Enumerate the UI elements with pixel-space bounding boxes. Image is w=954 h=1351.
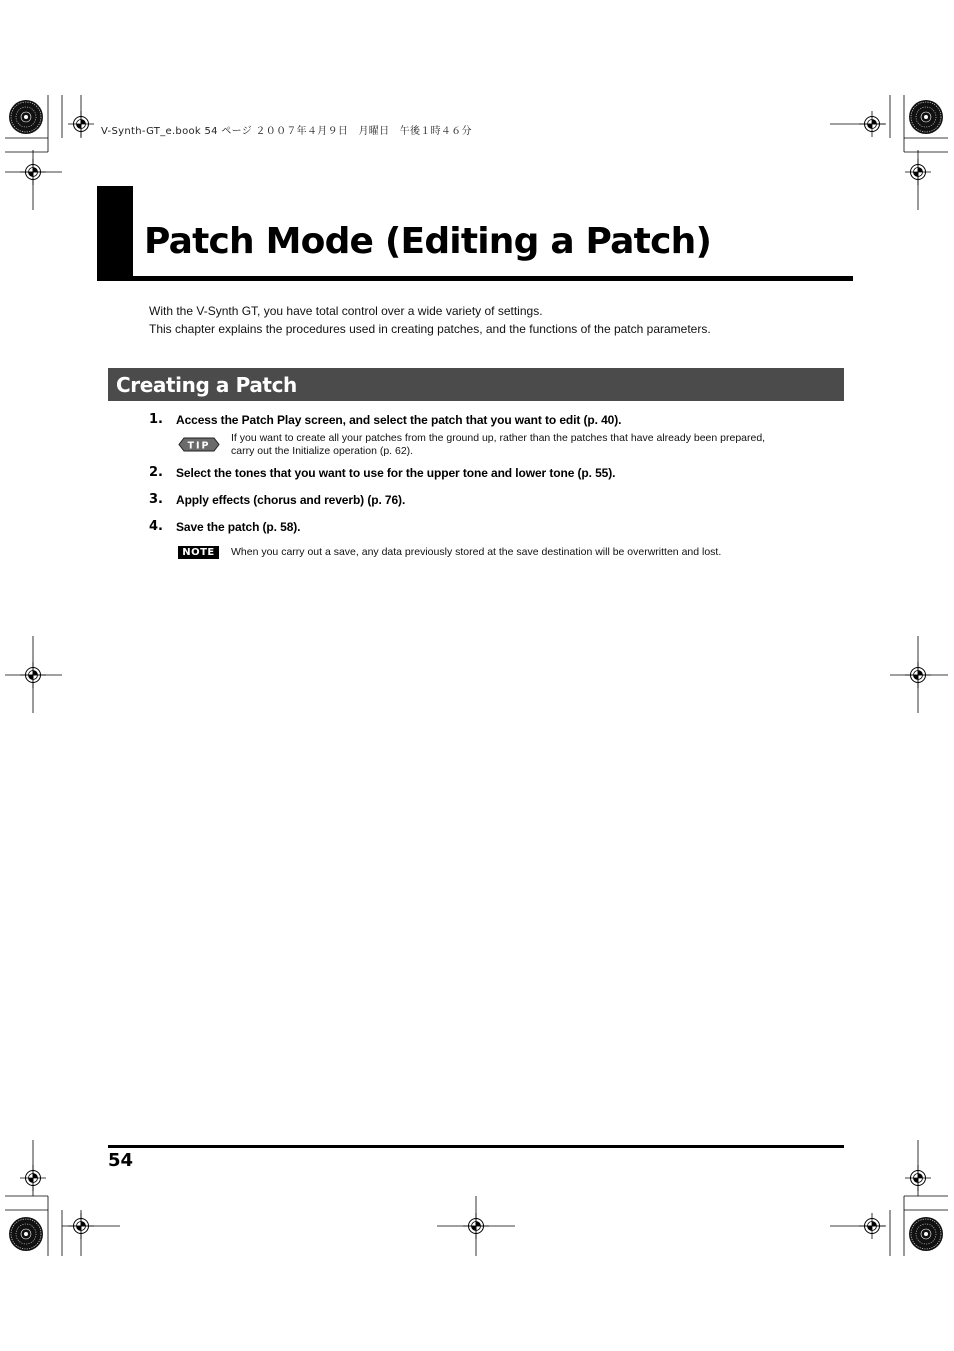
intro-line: This chapter explains the procedures used in creating patches, and the functions of the patch parameters. xyxy=(149,322,711,336)
page-number: 54 xyxy=(108,1150,134,1171)
tip-badge-label: TIP xyxy=(187,440,211,452)
step-number: 2. xyxy=(149,465,163,480)
step-text: Apply effects (chorus and reverb) (p. 76). xyxy=(176,493,406,507)
chapter-title-rule xyxy=(97,276,853,281)
tip-text: carry out the Initialize operation (p. 62). xyxy=(231,445,414,457)
note-badge: NOTE xyxy=(178,546,219,559)
section-title: Creating a Patch xyxy=(116,373,297,397)
intro-line: With the V-Synth GT, you have total control over a wide variety of settings. xyxy=(149,304,543,318)
step-text: Select the tones that you want to use for the upper tone and lower tone (p. 55). xyxy=(176,466,616,480)
section-header xyxy=(108,368,844,401)
step-number: 3. xyxy=(149,492,163,507)
intro-text xyxy=(149,302,711,338)
step-text: Access the Patch Play screen, and select the patch that you want to edit (p. 40). xyxy=(176,413,622,427)
note-text: When you carry out a save, any data previously stored at the save destination will be overwritten and lost. xyxy=(231,546,722,558)
chapter-title: Patch Mode (Editing a Patch) xyxy=(144,221,712,262)
chapter-title-block xyxy=(97,186,133,280)
step-number: 4. xyxy=(149,519,163,534)
tip-badge xyxy=(178,437,220,452)
tip-text: If you want to create all your patches from the ground up, rather than the patches that have already been prepared, xyxy=(231,432,766,444)
step-text: Save the patch (p. 58). xyxy=(176,520,301,534)
crop-mark-bottom-left xyxy=(5,1196,62,1256)
step-number: 1. xyxy=(149,412,163,427)
crop-mark-top-left xyxy=(5,95,62,152)
footer-rule xyxy=(108,1145,844,1148)
print-header: V-Synth-GT_e.book 54 ページ ２００７年４月９日 月曜日 午後１時４６分 xyxy=(101,126,472,137)
crop-mark-bottom-right xyxy=(890,1196,948,1256)
crop-mark-top-right xyxy=(890,95,948,152)
